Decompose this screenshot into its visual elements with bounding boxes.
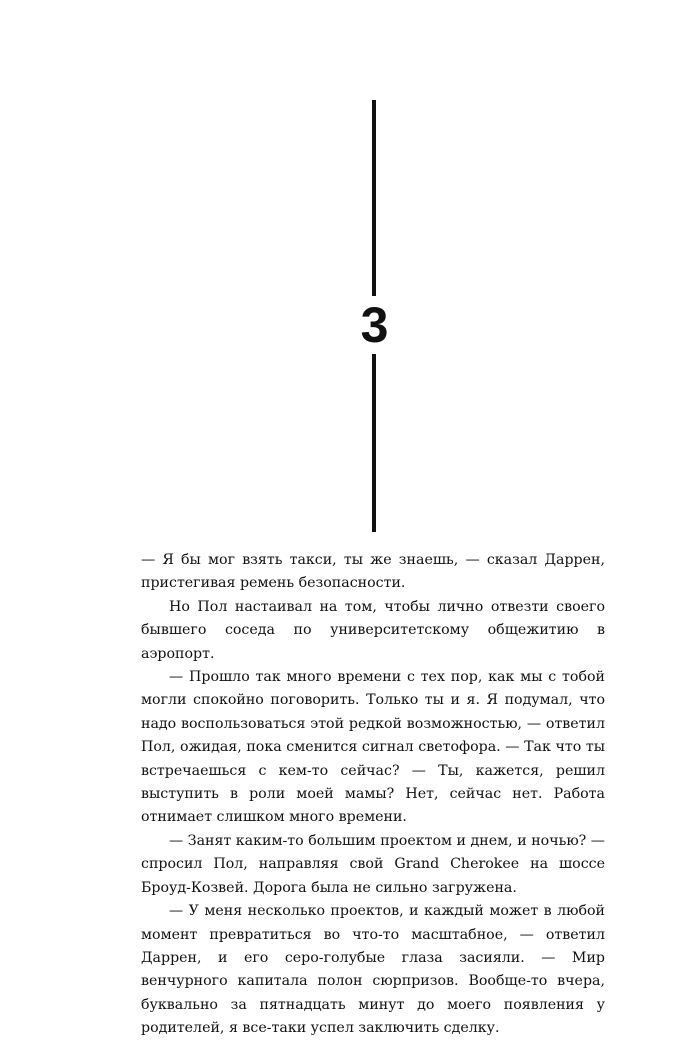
body-text bbox=[141, 549, 605, 1041]
paragraph: — Занят каким-то большим проектом и днем, и ночью? — спросил Пол, направляя свой Grand Cherokee на шоссе Броуд-Козвей. Дорога была не сильно загружена. bbox=[141, 832, 605, 896]
chapter-rule-top bbox=[372, 100, 376, 296]
paragraph: Но Пол настаивал на том, чтобы лично отвезти своего бывшего соседа по университетскому общежитию в аэропорт. bbox=[141, 598, 605, 662]
paragraph: — У меня несколько проектов, и каждый может в любой момент превратиться во что-то масштабное, — ответил Даррен, и его серо-голубые глаза засияли. — Мир венчурного капитала полон сюрпризов. Вообще-то вчера, буквально за пятнадцать минут до моего появления у родителей, я все-таки успел заключить сделку. bbox=[141, 903, 605, 1037]
chapter-number: 3 bbox=[360, 297, 388, 353]
paragraph: — Я бы мог взять такси, ты же знаешь, — сказал Даррен, пристегивая ремень безопасности. bbox=[141, 552, 605, 592]
chapter-rule-bottom bbox=[372, 354, 376, 532]
paragraph: — Прошло так много времени с тех пор, как мы с тобой могли спокойно поговорить. Только ты и я. Я подумал, что надо воспользоваться этой редкой возможностью, — ответил Пол, ожидая, пока сменится сигнал светофора. — Так что ты встречаешься с кем-то сейчас? — Ты, кажется, решил выступить в роли моей мамы? Нет, сейчас нет. Работа отнимает слишком много времени. bbox=[141, 669, 605, 826]
